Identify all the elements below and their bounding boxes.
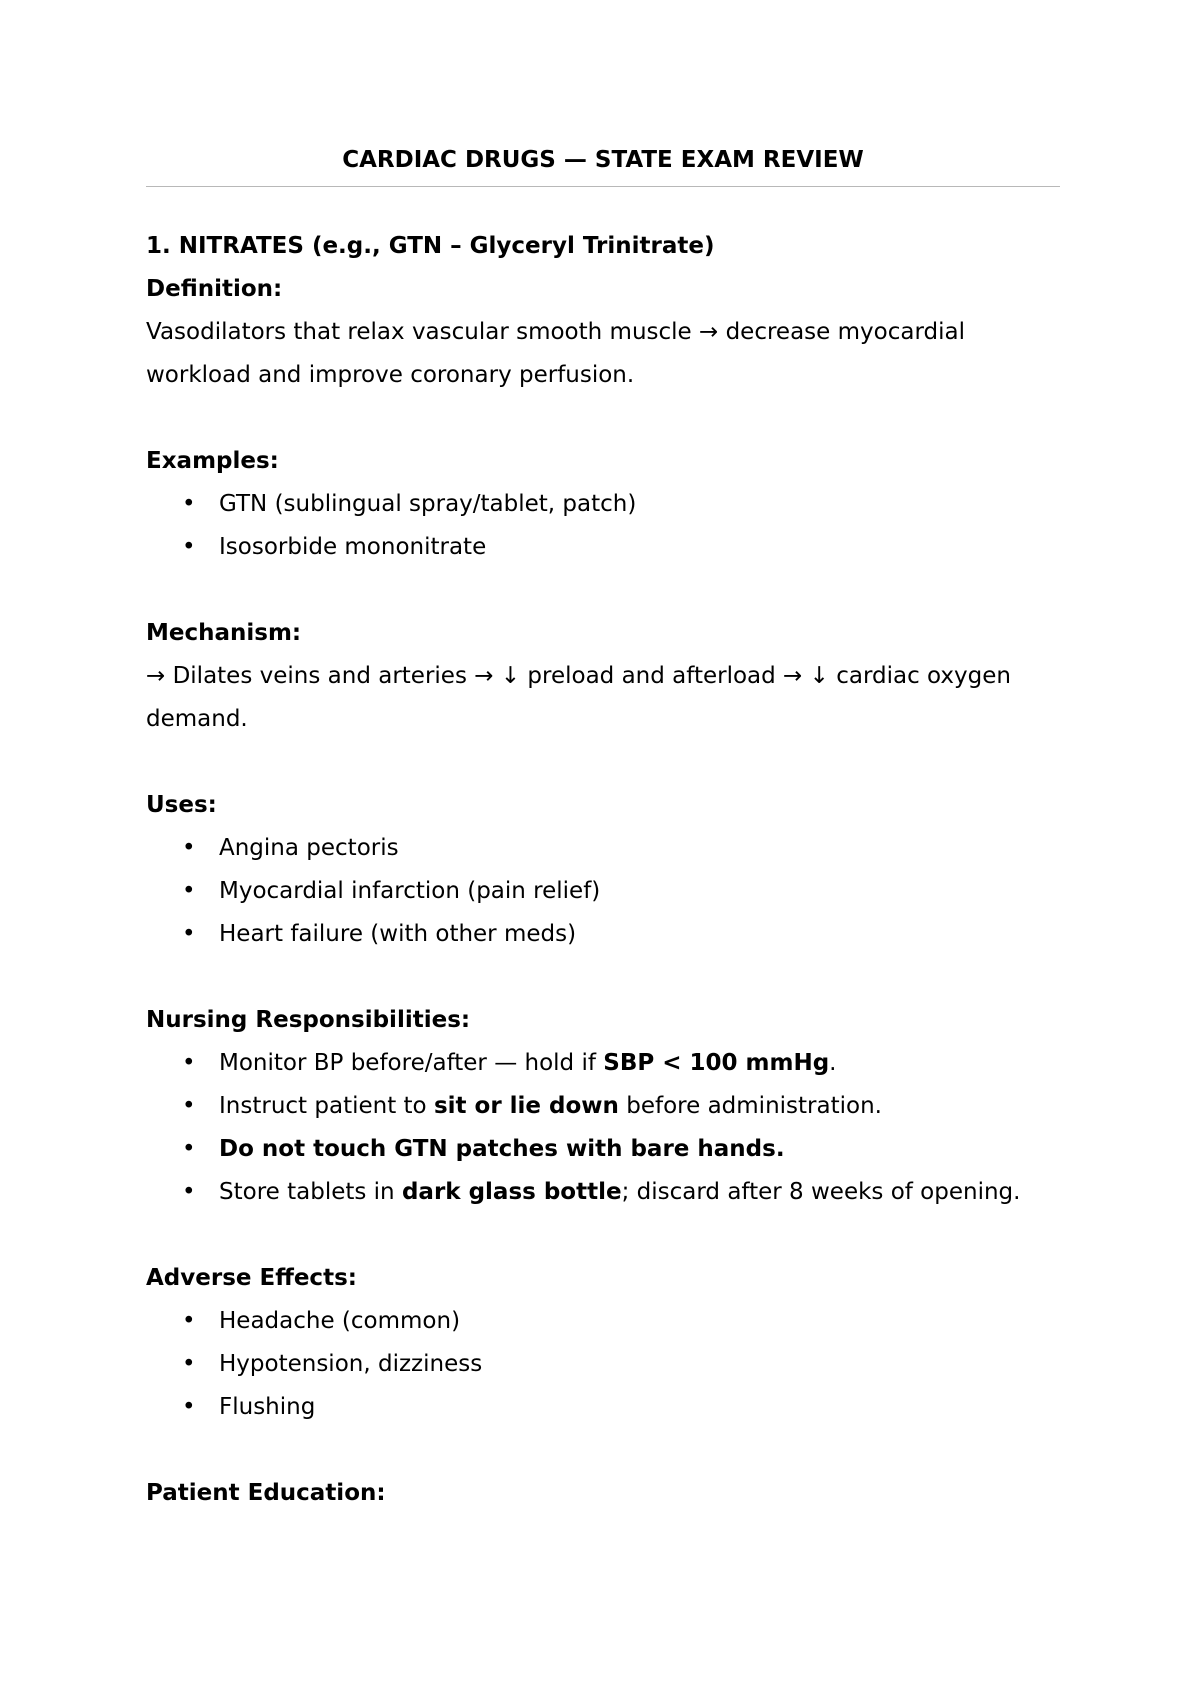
bullet-icon: •	[182, 1394, 196, 1420]
list-item-text: Flushing	[219, 1394, 316, 1420]
spacer	[146, 397, 1060, 440]
list-item-text: GTN (sublingual spray/tablet, patch)	[219, 491, 637, 517]
list-item-text-bold: SBP < 100 mmHg	[603, 1050, 830, 1076]
mechanism-text: → Dilates veins and arteries → ↓ preload and afterload → ↓ cardiac oxygen demand.	[146, 663, 1011, 732]
list-item	[146, 483, 1060, 526]
list-item	[146, 1300, 1060, 1343]
list-item-text: Headache (common)	[219, 1308, 461, 1334]
definition-label: Definition:	[146, 276, 283, 302]
bullet-icon: •	[182, 1351, 196, 1377]
list-item	[146, 913, 1060, 956]
uses-list	[146, 827, 1060, 956]
list-item	[146, 827, 1060, 870]
mechanism-label: Mechanism:	[146, 620, 302, 646]
list-item	[146, 1128, 1060, 1171]
document-page	[146, 140, 1060, 1515]
list-item	[146, 1171, 1060, 1214]
nursing-list	[146, 1042, 1060, 1214]
list-item-text-post: .	[829, 1050, 837, 1076]
list-item-text-bold: sit or lie down	[433, 1093, 619, 1119]
bullet-icon: •	[182, 921, 196, 947]
list-item-text: Angina pectoris	[219, 835, 399, 861]
list-item-text-post: before administration.	[618, 1093, 882, 1119]
examples-label: Examples:	[146, 448, 279, 474]
education-label: Patient Education:	[146, 1480, 386, 1506]
bullet-icon: •	[182, 1093, 196, 1119]
bullet-icon: •	[182, 534, 196, 560]
spacer	[146, 569, 1060, 612]
title-divider	[146, 186, 1060, 187]
examples-list	[146, 483, 1060, 569]
list-item-text-bold: dark glass bottle	[401, 1179, 622, 1205]
bullet-icon: •	[182, 1050, 196, 1076]
list-item-text: Myocardial infarction (pain relief)	[219, 878, 601, 904]
list-item	[146, 1343, 1060, 1386]
bullet-icon: •	[182, 491, 196, 517]
nursing-label: Nursing Responsibilities:	[146, 1007, 471, 1033]
list-item-text: Isosorbide mononitrate	[219, 534, 487, 560]
spacer	[146, 741, 1060, 784]
list-item	[146, 526, 1060, 569]
list-item	[146, 1085, 1060, 1128]
bullet-icon: •	[182, 1136, 196, 1162]
bullet-icon: •	[182, 878, 196, 904]
bullet-icon: •	[182, 835, 196, 861]
definition-text: Vasodilators that relax vascular smooth muscle → decrease myocardial workload and improve coronary perfusion.	[146, 319, 965, 388]
document-title: CARDIAC DRUGS — STATE EXAM REVIEW	[342, 147, 864, 173]
adverse-list	[146, 1300, 1060, 1429]
list-item-text-post: ; discard after 8 weeks of opening.	[621, 1179, 1021, 1205]
spacer	[146, 1214, 1060, 1257]
list-item-text: Heart failure (with other meds)	[219, 921, 577, 947]
list-item-text: Hypotension, dizziness	[219, 1351, 483, 1377]
uses-label: Uses:	[146, 792, 217, 818]
list-item-text-pre: Monitor BP before/after — hold if	[219, 1050, 604, 1076]
bullet-icon: •	[182, 1179, 196, 1205]
list-item-text-pre: Store tablets in	[219, 1179, 402, 1205]
spacer	[146, 1429, 1060, 1472]
list-item	[146, 870, 1060, 913]
list-item-text-bold: Do not touch GTN patches with bare hands.	[219, 1136, 785, 1162]
spacer	[146, 956, 1060, 999]
section-heading: 1. NITRATES (e.g., GTN – Glyceryl Trinitrate)	[146, 233, 715, 259]
list-item	[146, 1042, 1060, 1085]
bullet-icon: •	[182, 1308, 196, 1334]
adverse-label: Adverse Effects:	[146, 1265, 357, 1291]
list-item	[146, 1386, 1060, 1429]
list-item-text-pre: Instruct patient to	[219, 1093, 434, 1119]
